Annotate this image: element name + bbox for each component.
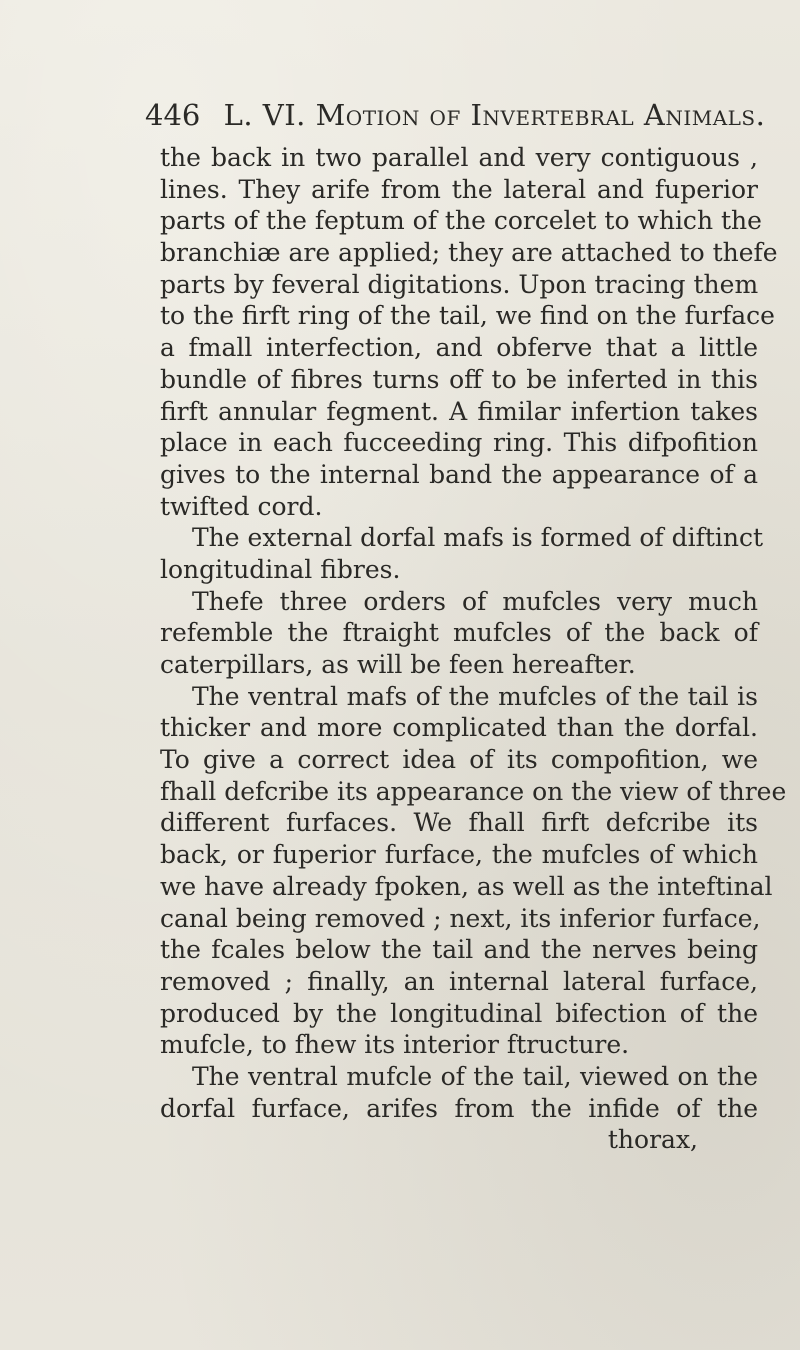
text-line: to the firft ring of the tail, we find on the furface [160, 301, 775, 331]
text-line: Thefe three orders of mufcles very much [192, 586, 758, 616]
text-line: we have already fpoken, as well as the inteftinal [160, 871, 773, 901]
text-line: branchiæ are applied; they are attached to thefe [160, 238, 778, 268]
text-line: caterpillars, as will be feen hereafter. [160, 650, 636, 679]
text-line: the fcales below the tail and the nerves being [160, 935, 758, 965]
running-header [145, 98, 765, 132]
text-line: parts by feveral digitations. Upon tracing them [160, 269, 759, 299]
text-line: longitudinal fibres. [160, 554, 401, 584]
text-line: a fmall interfection, and obferve that a little [160, 333, 758, 363]
text-line: mufcle, to fhew its interior ftructure. [160, 1030, 630, 1060]
text-line: To give a correct idea of its compofition, we [160, 745, 758, 775]
text-line: The ventral mufcle of the tail, viewed on the [192, 1061, 758, 1091]
text-line: gives to the internal band the appearance of a [160, 459, 758, 489]
text-line: twifted cord. [160, 491, 323, 521]
text-line: removed ; finally, an internal lateral furface, [160, 966, 758, 996]
text-line: fhall defcribe its appearance on the view of three [160, 776, 787, 806]
text-line: The ventral mafs of the mufcles of the tail is [192, 681, 758, 711]
text-line: thicker and more complicated than the dorfal. [160, 713, 758, 743]
text-line: place in each fucceeding ring. This difpofition [160, 428, 758, 458]
header-title: L. VI. Motion of Invertebral Animals. [223, 98, 766, 132]
page-number: 446 [145, 98, 201, 132]
text-line: firft annular fegment. A fimilar infertion takes [160, 396, 758, 426]
text-line: dorfal furface, arifes from the infide of the [160, 1093, 758, 1123]
body-text [160, 142, 787, 1156]
text-line: produced by the longitudinal bifection of the [160, 998, 758, 1028]
text-line: the back in two parallel and very contiguous , [160, 143, 758, 172]
text-line: canal being removed ; next, its inferior furface, [160, 903, 761, 933]
text-line: different furfaces. We fhall firft defcribe its [160, 808, 758, 838]
text-line: back, or fuperior furface, the mufcles of which [160, 840, 758, 870]
catchword: thorax, [607, 1125, 698, 1155]
text-line: parts of the feptum of the corcelet to which the [160, 206, 762, 236]
text-line: The external dorfal mafs is formed of diftinct [192, 523, 764, 553]
text-line: refemble the ftraight mufcles of the back of [160, 618, 758, 648]
text-line: lines. They arife from the lateral and fuperior [160, 174, 758, 204]
text-line: bundle of fibres turns off to be inferted in this [160, 364, 758, 394]
